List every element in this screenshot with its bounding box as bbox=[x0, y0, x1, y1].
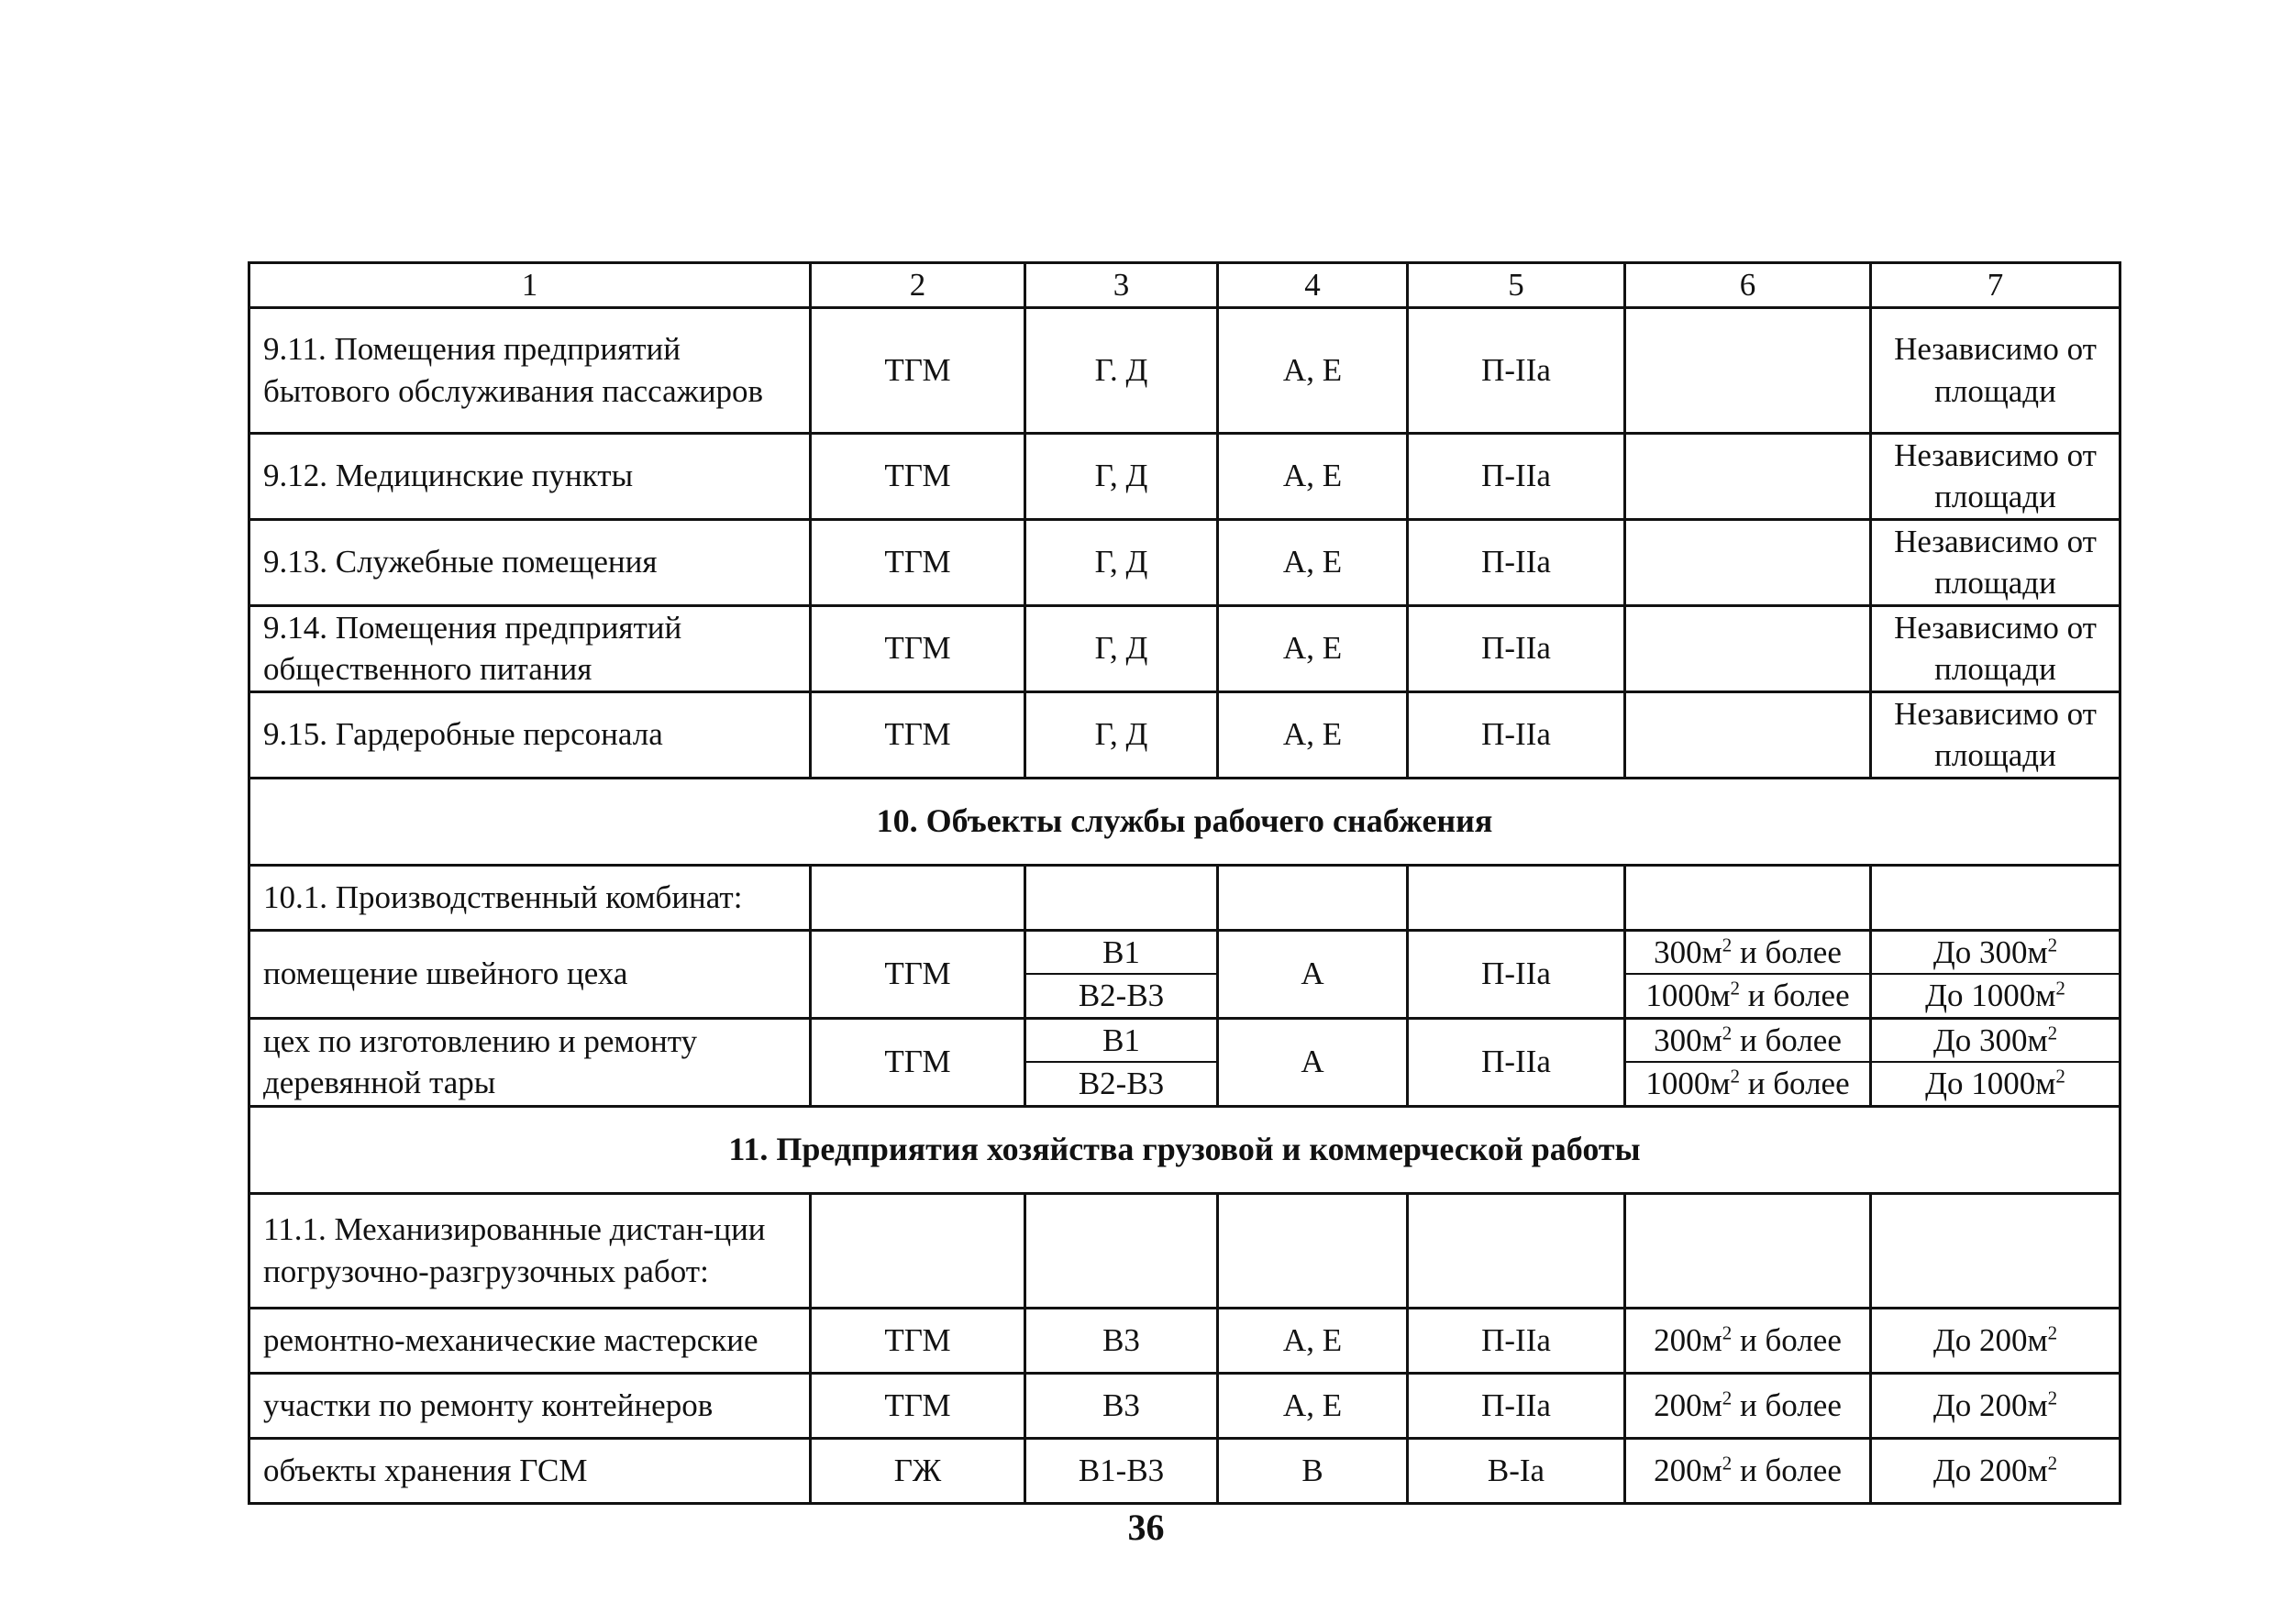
condition-value: 300м bbox=[1978, 934, 2048, 970]
cell-zone: В-Iа bbox=[1408, 1438, 1625, 1503]
superscript: 2 bbox=[1722, 1386, 1733, 1409]
row-name: цех по изготовлению и ремонту деревянной тары bbox=[249, 1018, 811, 1106]
superscript: 2 bbox=[2047, 933, 2058, 956]
cell-zone: П-IIа bbox=[1408, 691, 1625, 778]
condition-prefix: До bbox=[1925, 978, 1972, 1013]
cell-agent: ТГМ bbox=[811, 1308, 1025, 1373]
cell-agent: ТГМ bbox=[811, 1018, 1025, 1106]
cell-zone: П-IIа bbox=[1408, 307, 1625, 433]
superscript: 2 bbox=[1722, 1321, 1733, 1344]
row-name: ремонтно-механические мастерские bbox=[249, 1308, 811, 1373]
row-name: помещение швейного цеха bbox=[249, 930, 811, 1018]
section-title: 10. Объекты службы рабочего снабжения bbox=[249, 778, 2120, 865]
area-value: 300м bbox=[1654, 934, 1722, 970]
cell-category: В1 bbox=[1025, 1018, 1218, 1062]
group-title: 11.1. Механизированные дистан-ции погрузочно-разгрузочных работ: bbox=[249, 1193, 811, 1308]
cell-agent: ТГМ bbox=[811, 433, 1025, 519]
cell-area bbox=[1625, 1018, 1871, 1062]
cell-category: В2-В3 bbox=[1025, 974, 1218, 1018]
section-header-row bbox=[249, 778, 2120, 865]
condition-value: 1000м bbox=[1971, 978, 2056, 1013]
cell-condition bbox=[1871, 974, 2120, 1018]
area-suffix: и более bbox=[1732, 1022, 1842, 1058]
row-name: 9.11. Помещения предприятий бытового обслуживания пассажиров bbox=[249, 307, 811, 433]
column-number: 6 bbox=[1625, 263, 1871, 308]
cell-area bbox=[1625, 519, 1871, 605]
cell-category: В1-В3 bbox=[1025, 1438, 1218, 1503]
cell-condition bbox=[1871, 1308, 2120, 1373]
cell-category: Г, Д bbox=[1025, 519, 1218, 605]
cell-agent: ТГМ bbox=[811, 605, 1025, 691]
row-name: 9.13. Служебные помещения bbox=[249, 519, 811, 605]
superscript: 2 bbox=[2047, 1386, 2058, 1409]
superscript: 2 bbox=[1730, 977, 1741, 1000]
area-suffix: и более bbox=[1732, 1321, 1842, 1358]
cell-condition: Независимо от площади bbox=[1871, 605, 2120, 691]
table-row bbox=[249, 605, 2120, 691]
cell-class: А, Е bbox=[1218, 1373, 1408, 1438]
cell-class: А, Е bbox=[1218, 519, 1408, 605]
cell-agent: ТГМ bbox=[811, 307, 1025, 433]
group-title: 10.1. Производственный комбинат: bbox=[249, 865, 811, 930]
superscript: 2 bbox=[1730, 1065, 1741, 1088]
cell-class: В bbox=[1218, 1438, 1408, 1503]
group-header-row bbox=[249, 1193, 2120, 1308]
requirements-table bbox=[248, 261, 2121, 1505]
cell-agent: ТГМ bbox=[811, 519, 1025, 605]
cell-condition bbox=[1871, 1373, 2120, 1438]
row-name: объекты хранения ГСМ bbox=[249, 1438, 811, 1503]
cell-agent: ГЖ bbox=[811, 1438, 1025, 1503]
cell-category: Г, Д bbox=[1025, 433, 1218, 519]
cell-class: А, Е bbox=[1218, 307, 1408, 433]
superscript: 2 bbox=[2047, 1321, 2058, 1344]
page-number: 36 bbox=[1127, 1507, 1165, 1548]
cell-condition: Независимо от площади bbox=[1871, 433, 2120, 519]
section-title: 11. Предприятия хозяйства грузовой и коммерческой работы bbox=[249, 1106, 2120, 1193]
area-value: 1000м bbox=[1645, 1066, 1731, 1101]
cell-condition bbox=[1871, 930, 2120, 974]
area-suffix: и более bbox=[1740, 978, 1850, 1013]
table-row bbox=[249, 930, 2120, 974]
section-header-row bbox=[249, 1106, 2120, 1193]
cell-agent: ТГМ bbox=[811, 930, 1025, 1018]
condition-value: До 200м bbox=[1932, 1452, 2048, 1488]
cell-area bbox=[1625, 307, 1871, 433]
area-suffix: и более bbox=[1732, 1452, 1842, 1488]
column-number: 5 bbox=[1408, 263, 1625, 308]
superscript: 2 bbox=[2055, 977, 2065, 1000]
cell-area bbox=[1625, 1062, 1871, 1106]
condition-value: 300м bbox=[1978, 1022, 2048, 1058]
cell-zone: П-IIа bbox=[1408, 1018, 1625, 1106]
cell-area bbox=[1625, 1373, 1871, 1438]
empty-cell bbox=[1625, 865, 1871, 930]
table-row bbox=[249, 1018, 2120, 1062]
superscript: 2 bbox=[1722, 1452, 1733, 1475]
column-number: 1 bbox=[249, 263, 811, 308]
empty-cell bbox=[1871, 865, 2120, 930]
empty-cell bbox=[1025, 865, 1218, 930]
cell-area bbox=[1625, 691, 1871, 778]
cell-condition: Независимо от площади bbox=[1871, 691, 2120, 778]
table-row bbox=[249, 691, 2120, 778]
cell-area bbox=[1625, 605, 1871, 691]
condition-value: До 200м bbox=[1932, 1321, 2048, 1358]
cell-class: А, Е bbox=[1218, 691, 1408, 778]
cell-category: В1 bbox=[1025, 930, 1218, 974]
cell-zone: П-IIа bbox=[1408, 930, 1625, 1018]
empty-cell bbox=[811, 1193, 1025, 1308]
column-number: 7 bbox=[1871, 263, 2120, 308]
superscript: 2 bbox=[1722, 1021, 1733, 1044]
row-name: 9.14. Помещения предприятий общественного питания bbox=[249, 605, 811, 691]
area-suffix: и более bbox=[1732, 1386, 1842, 1423]
area-value: 200м bbox=[1654, 1386, 1722, 1423]
cell-condition bbox=[1871, 1438, 2120, 1503]
area-suffix: и более bbox=[1732, 934, 1842, 970]
superscript: 2 bbox=[2047, 1021, 2058, 1044]
cell-area bbox=[1625, 1308, 1871, 1373]
empty-cell bbox=[1871, 1193, 2120, 1308]
cell-category: В3 bbox=[1025, 1373, 1218, 1438]
cell-agent: ТГМ bbox=[811, 1373, 1025, 1438]
cell-condition bbox=[1871, 1062, 2120, 1106]
cell-zone: П-IIа bbox=[1408, 519, 1625, 605]
cell-condition bbox=[1871, 1018, 2120, 1062]
area-value: 200м bbox=[1654, 1321, 1722, 1358]
empty-cell bbox=[1408, 1193, 1625, 1308]
row-name: 9.12. Медицинские пункты bbox=[249, 433, 811, 519]
column-number: 3 bbox=[1025, 263, 1218, 308]
cell-zone: П-IIа bbox=[1408, 1308, 1625, 1373]
empty-cell bbox=[1218, 865, 1408, 930]
cell-condition: Независимо от площади bbox=[1871, 519, 2120, 605]
table-row bbox=[249, 1308, 2120, 1373]
cell-condition: Независимо от площади bbox=[1871, 307, 2120, 433]
table-row bbox=[249, 433, 2120, 519]
cell-class: А, Е bbox=[1218, 605, 1408, 691]
condition-prefix: До bbox=[1932, 1022, 1979, 1058]
empty-cell bbox=[1218, 1193, 1408, 1308]
column-number: 2 bbox=[811, 263, 1025, 308]
cell-zone: П-IIа bbox=[1408, 1373, 1625, 1438]
column-number-row bbox=[249, 263, 2120, 308]
area-value: 200м bbox=[1654, 1452, 1722, 1488]
condition-value: До 200м bbox=[1932, 1386, 2048, 1423]
cell-area bbox=[1625, 433, 1871, 519]
empty-cell bbox=[1025, 1193, 1218, 1308]
area-value: 300м bbox=[1654, 1022, 1722, 1058]
cell-zone: П-IIа bbox=[1408, 605, 1625, 691]
table-row bbox=[249, 1438, 2120, 1503]
cell-class: А bbox=[1218, 930, 1408, 1018]
row-name: 9.15. Гардеробные персонала bbox=[249, 691, 811, 778]
cell-area bbox=[1625, 1438, 1871, 1503]
row-name: участки по ремонту контейнеров bbox=[249, 1373, 811, 1438]
table-row bbox=[249, 1373, 2120, 1438]
table-row bbox=[249, 307, 2120, 433]
condition-value: 1000м bbox=[1971, 1066, 2056, 1101]
cell-category: В2-В3 bbox=[1025, 1062, 1218, 1106]
cell-class: А, Е bbox=[1218, 433, 1408, 519]
superscript: 2 bbox=[2047, 1452, 2058, 1475]
cell-zone: П-IIа bbox=[1408, 433, 1625, 519]
group-header-row bbox=[249, 865, 2120, 930]
table-row bbox=[249, 519, 2120, 605]
area-suffix: и более bbox=[1740, 1066, 1850, 1101]
superscript: 2 bbox=[2055, 1065, 2065, 1088]
cell-area bbox=[1625, 930, 1871, 974]
cell-category: В3 bbox=[1025, 1308, 1218, 1373]
empty-cell bbox=[1408, 865, 1625, 930]
empty-cell bbox=[811, 865, 1025, 930]
cell-class: А, Е bbox=[1218, 1308, 1408, 1373]
cell-area bbox=[1625, 974, 1871, 1018]
cell-category: Г, Д bbox=[1025, 605, 1218, 691]
cell-agent: ТГМ bbox=[811, 691, 1025, 778]
column-number: 4 bbox=[1218, 263, 1408, 308]
area-value: 1000м bbox=[1645, 978, 1731, 1013]
empty-cell bbox=[1625, 1193, 1871, 1308]
condition-prefix: До bbox=[1925, 1066, 1972, 1101]
superscript: 2 bbox=[1722, 933, 1733, 956]
cell-category: Г, Д bbox=[1025, 691, 1218, 778]
condition-prefix: До bbox=[1932, 934, 1979, 970]
cell-class: А bbox=[1218, 1018, 1408, 1106]
cell-category: Г. Д bbox=[1025, 307, 1218, 433]
